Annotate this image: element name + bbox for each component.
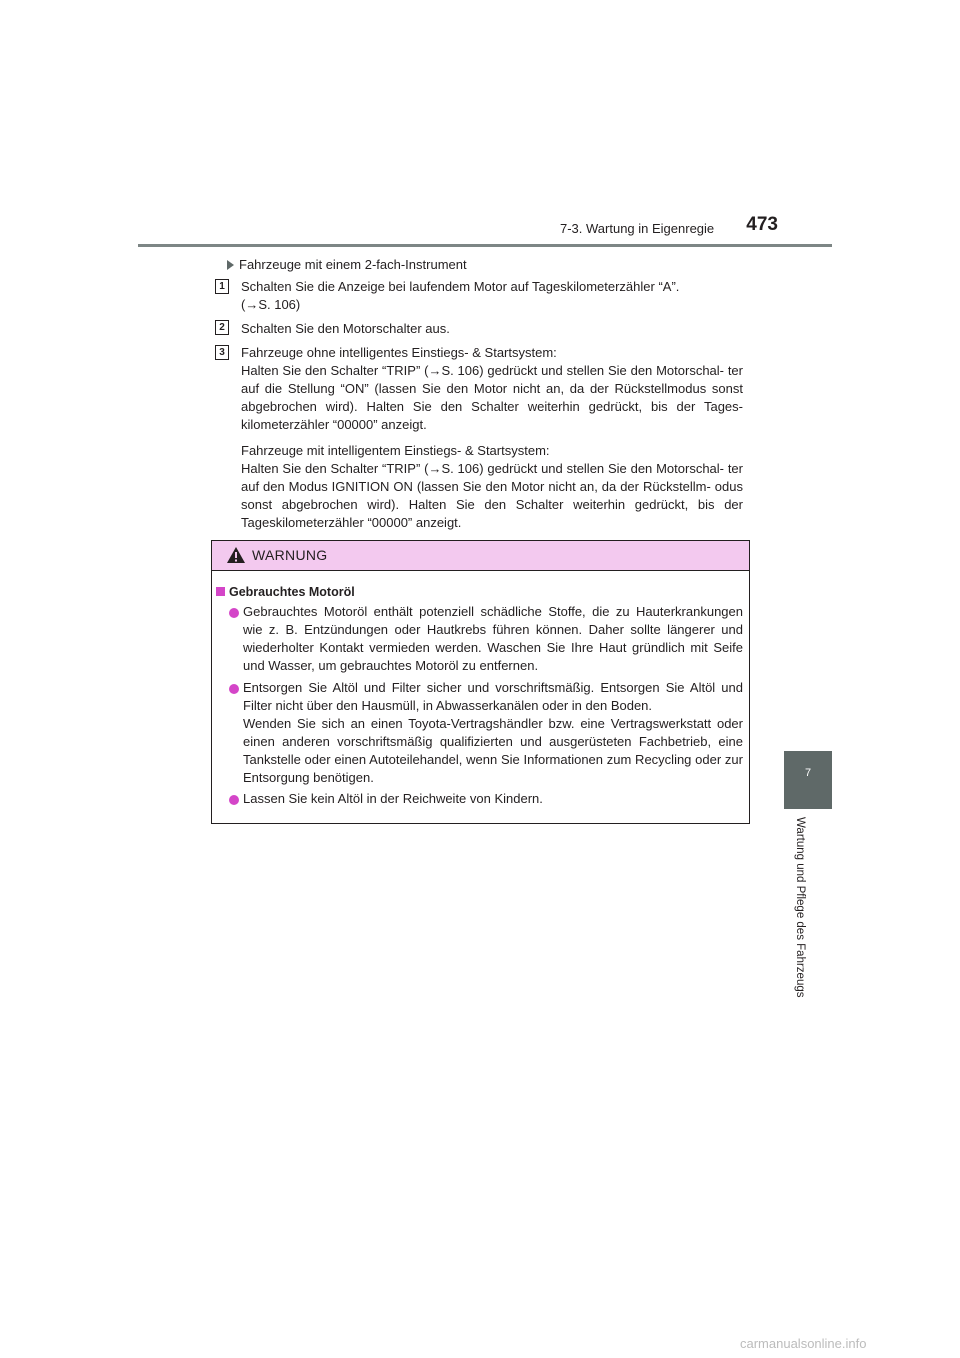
warning-title: WARNUNG (252, 547, 328, 563)
vehicle-type-line (227, 257, 467, 272)
square-bullet-icon (216, 587, 225, 596)
section-title: 7-3. Wartung in Eigenregie (560, 221, 715, 236)
bullet-icon (229, 608, 239, 618)
triangle-right-icon (227, 260, 234, 270)
footer-watermark: carmanualsonline.info (740, 1336, 867, 1351)
step-3-para2-text: Halten Sie den Schalter “TRIP” (→S. 106) gedrückt und stellen Sie den Motorschal- ter auf den Modus IGNITION ON (lassen Sie den Motor nicht an, da der Rückstellm- odus sonst abgebrochen wird). Halten Sie den Schalter weiterhin gedrückt, bis der Tageskilometerzähler “00000” anzeigt. (241, 461, 743, 530)
step-2-text (241, 320, 743, 338)
bullet-icon (229, 684, 239, 694)
step-1-text (241, 278, 743, 314)
vehicle-type-text: Fahrzeuge mit einem 2-fach-Instrument (239, 257, 467, 272)
warning-triangle-icon (227, 547, 245, 563)
header-divider (138, 244, 832, 247)
step-1-line-1: Schalten Sie die Anzeige bei laufendem Motor auf Tageskilometerzähler “A”. (241, 279, 680, 294)
chapter-number: 7 (804, 767, 812, 779)
step-1-line-2: (→S. 106) (241, 297, 301, 312)
step-3-para1-label: Fahrzeuge ohne intelligentes Einstiegs- & Startsystem: (241, 345, 557, 360)
chapter-title-vertical: Wartung und Pflege des Fahrzeugs (794, 817, 806, 998)
warning-bullet-3: Lassen Sie kein Altöl in der Reichweite von Kindern. (243, 791, 543, 806)
page-number: 473 (746, 214, 778, 235)
step-number-2: 2 (215, 320, 229, 335)
chapter-tab (784, 751, 832, 809)
page-header (0, 0, 960, 250)
bullet-icon (229, 795, 239, 805)
step-number-3: 3 (215, 345, 229, 360)
step-3-para1-text: Halten Sie den Schalter “TRIP” (→S. 106) gedrückt und stellen Sie den Motorschal- ter auf die Stellung “ON” (lassen Sie den Motor nicht an, da der Rückstellmodus sonst abgebrochen wird). Halten Sie den Schalter weiterhin gedrückt, bis der Tages- kilometerzähler “00000” anzeigt. (241, 363, 743, 432)
step-2-line-1: Schalten Sie den Motorschalter aus. (241, 321, 450, 336)
step-3-para2-label: Fahrzeuge mit intelligentem Einstiegs- & Startsystem: (241, 443, 550, 458)
warning-box (211, 540, 750, 824)
warning-header (212, 541, 749, 571)
warning-heading (216, 585, 355, 599)
step-3-text (241, 344, 743, 532)
warning-bullet-2-continued: Wenden Sie sich an einen Toyota-Vertragshändler bzw. eine Vertragswerkstatt oder einen anderen vorschriftsmäßig qualifizierten und ausgerüsteten Fachbetrieb, eine Tankstelle oder einen Autoteilehandel, wenn Sie Informationen zum Recycling oder zur Entsorgung benötigen. (243, 716, 743, 785)
warning-bullet-1: Gebrauchtes Motoröl enthält potenziell schädliche Stoffe, die zu Hauterkrankungen wie z. B. Entzündungen oder Hautkrebs führen können. Daher sollte längerer und wiederholter Kontakt vermieden werden. Waschen Sie Ihre Haut gründlich mit Seife und Wasser, um gebrauchtes Motoröl zu entfernen. (243, 604, 743, 673)
step-number-1: 1 (215, 279, 229, 294)
warning-bullet-2: Entsorgen Sie Altöl und Filter sicher und vorschriftsmäßig. Entsorgen Sie Altöl und Filter nicht über den Hausmüll, in Abwasserkanälen oder in den Boden. (243, 680, 743, 713)
warning-heading-text: Gebrauchtes Motoröl (229, 585, 355, 599)
